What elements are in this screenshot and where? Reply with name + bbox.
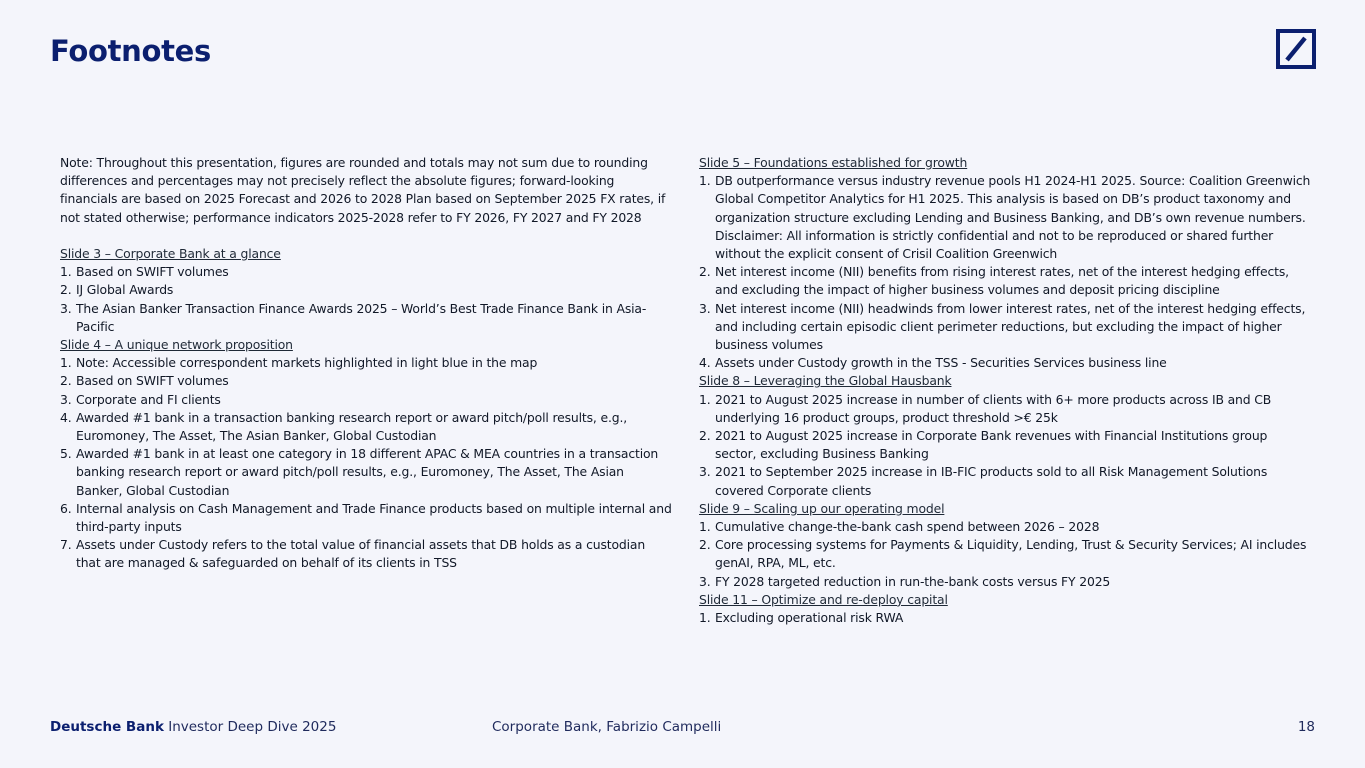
footnote-number: 1.: [699, 173, 711, 189]
footnote-number: 1.: [60, 264, 72, 280]
footnote-list: [699, 518, 1311, 591]
right-footnotes-column: [699, 154, 1311, 627]
footnote-number: 2.: [699, 428, 711, 444]
footnote-section: [60, 245, 672, 336]
footnote-item: [60, 445, 672, 500]
footnote-item: [60, 372, 672, 390]
footnote-text: Awarded #1 bank in a transaction banking research report or award pitch/poll results, e.g., Euromoney, The Asset, The Asian Banker, Global Custodian: [76, 409, 628, 444]
footnote-list: [60, 263, 672, 336]
left-footnotes-column: [60, 154, 672, 573]
footnote-section: [699, 500, 1311, 591]
footnote-number: 2.: [60, 373, 72, 389]
footnote-item: [699, 300, 1311, 355]
footer-presenter: Corporate Bank, Fabrizio Campelli: [492, 719, 722, 735]
footnote-text: Assets under Custody refers to the total value of financial assets that DB holds as a custodian that are managed & safeguarded on behalf of its clients in TSS: [76, 537, 646, 571]
page-title: Footnotes: [50, 34, 212, 68]
footnote-number: 3.: [699, 573, 711, 589]
footnote-number: 4.: [60, 409, 72, 425]
footnote-text: IJ Global Awards: [76, 282, 174, 298]
deutsche-bank-logo-icon: [1276, 29, 1316, 69]
section-heading: Slide 3 – Corporate Bank at a glance: [60, 246, 281, 261]
footnote-item: [60, 300, 672, 336]
footnote-item: [60, 391, 672, 409]
footnote-number: 1.: [699, 519, 711, 535]
footnote-number: 7.: [60, 537, 72, 553]
footnote-number: 1.: [699, 610, 711, 626]
footer: [50, 717, 1315, 737]
footnote-number: 6.: [60, 500, 72, 516]
footnote-item: [60, 281, 672, 299]
footnote-text: The Asian Banker Transaction Finance Awards 2025 – World’s Best Trade Finance Bank in Asia-Pacific: [76, 300, 647, 334]
footnote-text: Based on SWIFT volumes: [76, 373, 229, 389]
footnote-number: 3.: [60, 391, 72, 407]
footnote-number: 3.: [699, 300, 711, 316]
section-heading: Slide 11 – Optimize and re-deploy capital: [699, 591, 948, 607]
footnote-item: [699, 609, 1311, 627]
footnote-section: [60, 336, 672, 573]
footnote-item: [60, 409, 672, 445]
section-heading: Slide 8 – Leveraging the Global Hausbank: [699, 373, 952, 389]
left-sections: [60, 245, 672, 573]
footer-brand: Deutsche Bank: [50, 719, 164, 735]
footnote-text: Cumulative change-the-bank cash spend between 2026 – 2028: [715, 519, 1100, 535]
footnote-text: Corporate and FI clients: [76, 391, 221, 407]
footnote-item: [699, 354, 1311, 372]
footnote-number: 4.: [699, 355, 711, 371]
footer-event: Investor Deep Dive 2025: [168, 719, 337, 735]
footnote-text: Based on SWIFT volumes: [76, 264, 229, 280]
footnote-list: [60, 354, 672, 572]
footnote-section: [699, 591, 1311, 627]
footnote-item: [699, 536, 1311, 572]
footnote-item: [60, 263, 672, 281]
footnote-item: [699, 518, 1311, 536]
footnote-item: [699, 172, 1311, 263]
footnote-number: 2.: [699, 537, 711, 553]
footnote-item: [699, 463, 1311, 499]
footnote-number: 2.: [699, 264, 711, 280]
footnote-list: [699, 391, 1311, 500]
footnote-item: [699, 427, 1311, 463]
footnote-number: 2.: [60, 282, 72, 298]
footnote-text: Assets under Custody growth in the TSS - Securities Services business line: [715, 355, 1167, 371]
footnote-section: [699, 372, 1311, 499]
footnote-text: Net interest income (NII) headwinds from lower interest rates, net of the interest hedging effects, and including certain episodic client perimeter reductions, but excluding the impact of higher business volumes: [715, 300, 1306, 353]
footnote-text: Net interest income (NII) benefits from rising interest rates, net of the interest hedging effects, and excluding the impact of higher business volumes and deposit pricing discipline: [715, 264, 1289, 298]
footnote-number: 5.: [60, 446, 72, 462]
footnote-text: DB outperformance versus industry revenue pools H1 2024-H1 2025. Source: Coalition Greenwich Global Competitor Analytics for H1 2025. This analysis is based on DB’s product taxonomy and organization structure excluding Lending and Business Banking, and DB’s own revenue numbers. Disclaimer: All information is strictly confidential and not to be reproduced or shared further without the explicit consent of Crisil Coalition Greenwich: [715, 173, 1311, 262]
page-number: 18: [1297, 719, 1315, 735]
footnote-number: 1.: [60, 355, 72, 371]
footnote-item: [699, 391, 1311, 427]
footnote-text: 2021 to September 2025 increase in IB-FIC products sold to all Risk Management Solutions covered Corporate clients: [715, 464, 1268, 498]
section-heading: Slide 9 – Scaling up our operating model: [699, 500, 945, 516]
footnote-text: 2021 to August 2025 increase in number of clients with 6+ more products across IB and CB underlying 16 product groups, product threshold >€ 25k: [715, 391, 1272, 425]
footnote-item: [699, 263, 1311, 299]
section-heading: Slide 4 – A unique network proposition: [60, 337, 293, 353]
footnote-item: [60, 500, 672, 536]
footnote-number: 1.: [699, 391, 711, 407]
section-heading: Slide 5 – Foundations established for growth: [699, 155, 968, 170]
footnote-number: 3.: [60, 300, 72, 316]
footnote-item: [699, 573, 1311, 591]
footnote-number: 3.: [699, 464, 711, 480]
footnote-text: Excluding operational risk RWA: [715, 610, 904, 626]
general-note: Note: Throughout this presentation, figures are rounded and totals may not sum due to rounding differences and percentages may not precisely reflect the absolute figures; forward-looking financials are based on 2025 Forecast and 2026 to 2028 Plan based on September 2025 FX rates, if not stated otherwise; performance indicators 2025-2028 refer to FY 2026, FY 2027 and FY 2028: [60, 155, 666, 225]
footnote-list: [699, 609, 1311, 627]
footnote-item: [60, 354, 672, 372]
right-sections: [699, 154, 1311, 627]
footnote-section: [699, 154, 1311, 372]
footnote-text: 2021 to August 2025 increase in Corporate Bank revenues with Financial Institutions group sector, excluding Business Banking: [715, 428, 1268, 462]
footnote-text: Internal analysis on Cash Management and Trade Finance products based on multiple internal and third-party inputs: [76, 500, 672, 535]
footnote-text: FY 2028 targeted reduction in run-the-bank costs versus FY 2025: [715, 573, 1111, 589]
footnote-item: [60, 536, 672, 572]
footnote-list: [699, 172, 1311, 372]
footnote-text: Core processing systems for Payments & Liquidity, Lending, Trust & Security Services; AI includes genAI, RPA, ML, etc.: [715, 537, 1307, 571]
footnote-text: Awarded #1 bank in at least one category in 18 different APAC & MEA countries in a transaction banking research report or award pitch/poll results, e.g., Euromoney, The Asset, The Asian Banker, Global Custodian: [76, 446, 659, 498]
footnote-text: Note: Accessible correspondent markets highlighted in light blue in the map: [76, 355, 538, 371]
